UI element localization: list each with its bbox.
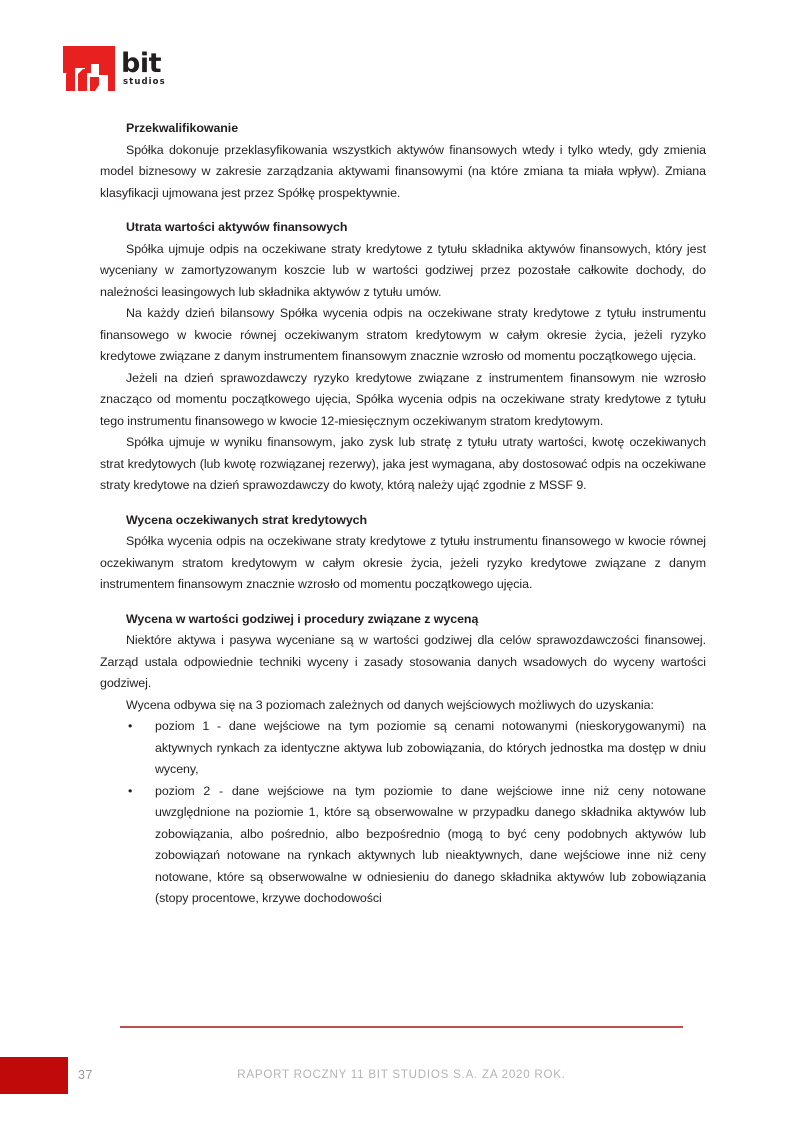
bullet-marker-icon: • bbox=[128, 719, 133, 733]
logo-bit-text: bit bbox=[121, 48, 161, 79]
list-item bbox=[128, 781, 706, 910]
list-item-text: poziom 1 - dane wejściowe na tym poziomie są cenami notowanymi (nieskorygowanymi) na aktywnych rynkach za identyczne aktywa lub zobowiązania, do których jednostka ma dostęp w dniu wyceny, bbox=[155, 719, 706, 776]
bullet-marker-icon: • bbox=[128, 783, 133, 798]
paragraph-wycena-godziwa-2: Wycena odbywa się na 3 poziomach zależnych od danych wejściowych możliwych do uzyskania: bbox=[126, 697, 654, 712]
logo-wordmark bbox=[121, 50, 187, 92]
section-heading-wycena-strat: Wycena oczekiwanych strat kredytowych bbox=[126, 512, 368, 527]
section-heading-przekwalifikowanie: Przekwalifikowanie bbox=[126, 121, 239, 135]
list-item-text: poziom 2 - dane wejściowe na tym poziomie to dane wejściowe inne niż ceny notowane uwzględnione na poziomie 1, które są obserwowalne w przypadku danego składnika aktywów lub zobowiązania, albo pośrednio, albo bezpośrednio (mogą to być ceny podobnych aktywów lub zobowiązań notowane na rynkach aktywnych lub nieaktywnych, dane wejściowe inne niż ceny notowane, które są obserwowalne w odniesieniu do danego składnika aktywów lub zobowiązania (stopy procentowe, krzywe dochodowości bbox=[155, 783, 706, 905]
page-number: 37 bbox=[78, 1068, 93, 1082]
page-header bbox=[63, 46, 233, 98]
11-bit-studios-logo-mark-icon bbox=[63, 46, 115, 91]
paragraph-utrata-wartosci-4: Spółka ujmuje w wyniku finansowym, jako zysk lub stratę z tytułu utraty wartości, kwotę oczekiwanych strat kredytowych (lub kwotę rozwiązanej rezerwy), jaka jest wymagana, aby dostosować odpis na oczekiwane straty kredytowe na dzień sprawozdawczy do kwoty, którą należy ująć zgodnie z MSSF 9. bbox=[100, 435, 706, 492]
levels-list bbox=[100, 716, 706, 910]
document-body bbox=[100, 118, 706, 910]
footer-divider bbox=[120, 1026, 683, 1028]
list-item bbox=[128, 716, 706, 781]
logo-studios-text: studios bbox=[123, 77, 166, 87]
paragraph-wycena-godziwa-1: Niektóre aktywa i pasywa wyceniane są w wartości godziwej dla celów sprawozdawczości finansowej. Zarząd ustala odpowiednie techniki wyceny i zasady stosowania danych wsadowych do wyceny wartości godziwej. bbox=[100, 633, 706, 690]
footer-accent-block bbox=[0, 1057, 68, 1094]
section-heading-utrata-wartosci: Utrata wartości aktywów finansowych bbox=[126, 220, 348, 234]
paragraph-utrata-wartosci-3: Jeżeli na dzień sprawozdawczy ryzyko kredytowe związane z instrumentem finansowym nie wzrosło znacząco od momentu początkowego ujęcia, Spółka wycenia odpis na oczekiwane straty kredytowe z tytułu tego instrumentu finansowego w kwocie 12-miesięcznym oczekiwanym stratom kredytowym. bbox=[100, 370, 706, 428]
footer-report-title: RAPORT ROCZNY 11 BIT STUDIOS S.A. ZA 2020 ROK. bbox=[237, 1068, 566, 1081]
paragraph-przekwalifikowanie: Spółka dokonuje przeklasyfikowania wszystkich aktywów finansowych wtedy i tylko wtedy, gdy zmienia model biznesowy w zakresie zarządzania aktywami finansowymi (na które zmiana ta miała wpływ). Zmiana klasyfikacji ujmowana jest przez Spółkę prospektywnie. bbox=[100, 142, 706, 200]
paragraph-utrata-wartosci-2: Na każdy dzień bilansowy Spółka wycenia odpis na oczekiwane straty kredytowe z tytułu instrumentu finansowego w kwocie równej oczekiwanym stratom kredytowym w całym okresie życia, jeżeli ryzyko kredytowe związane z danym instrumentem finansowym znacznie wzrosło od momentu początkowego ujęcia. bbox=[100, 306, 706, 363]
paragraph-wycena-strat: Spółka wycenia odpis na oczekiwane straty kredytowe z tytułu instrumentu finansowego w kwocie równej oczekiwanym stratom kredytowym w całym okresie życia, jeżeli ryzyko kredytowe związane z danym instrumentem finansowym znacznie wzrosło od momentu początkowego ujęcia. bbox=[100, 534, 706, 591]
company-logo bbox=[63, 46, 233, 98]
section-heading-wycena-godziwa: Wycena w wartości godziwej i procedury związane z wyceną bbox=[126, 611, 479, 626]
paragraph-utrata-wartosci-1: Spółka ujmuje odpis na oczekiwane straty kredytowe z tytułu składnika aktywów finansowych, który jest wyceniany w zamortyzowanym koszcie lub w wartości godziwej przez pozostałe całkowite dochody, do należności leasingowych lub składnika aktywów z tytułu umów. bbox=[100, 241, 706, 299]
